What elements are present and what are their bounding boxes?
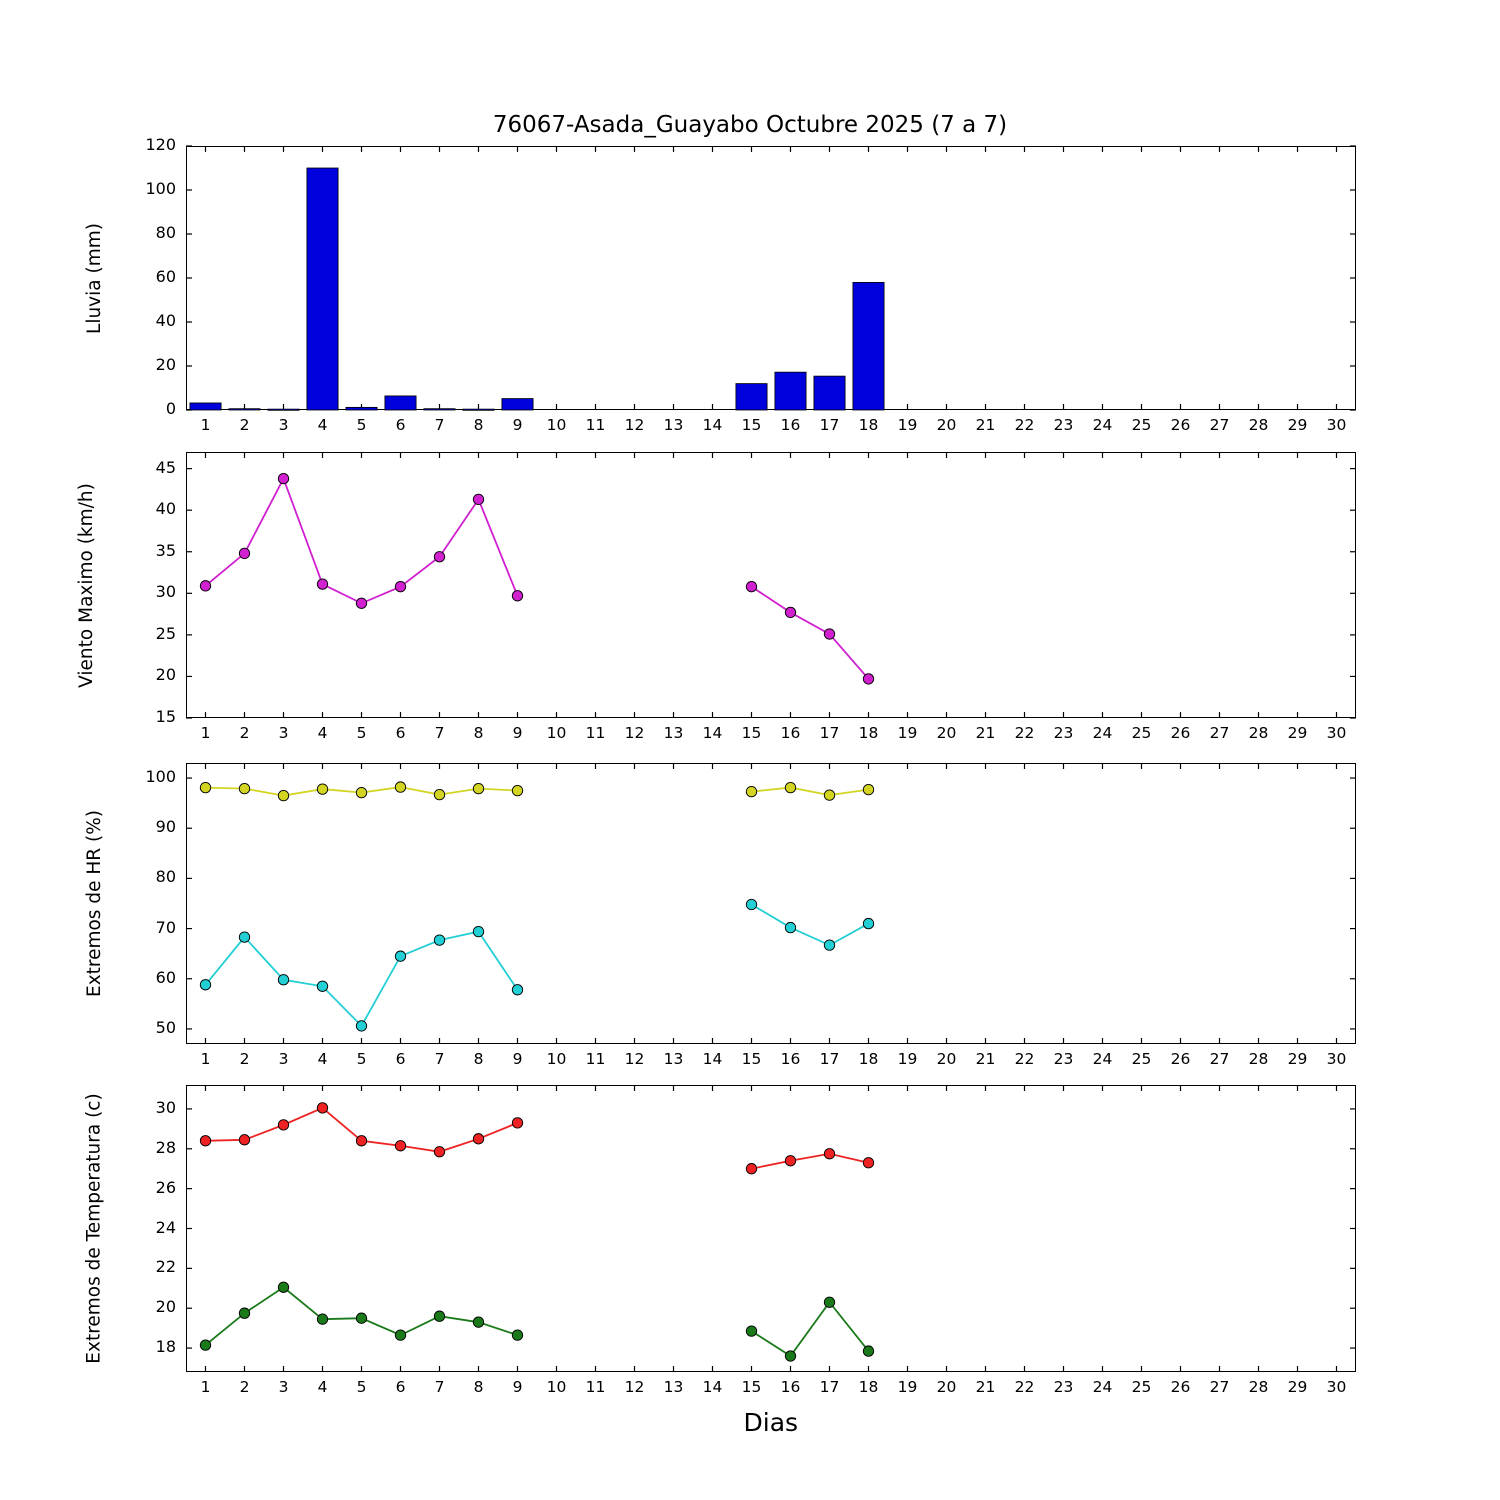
xtick-label: 29 [1287,416,1308,434]
xtick-label: 26 [1170,1050,1191,1068]
xtick-label: 22 [1014,1050,1035,1068]
xtick-label: 10 [546,416,567,434]
xtick-label: 17 [819,1050,840,1068]
data-point [200,581,210,591]
bar [424,409,455,410]
xtick-label: 12 [624,1378,645,1396]
xtick-label: 13 [663,416,684,434]
data-point [239,1135,249,1145]
data-point [200,980,210,990]
data-point [395,1141,405,1151]
xtick-label: 16 [780,416,801,434]
series-line [206,932,518,1026]
xtick-label: 14 [702,1050,723,1068]
bar [190,403,221,410]
xtick-label: 8 [473,1378,484,1396]
xtick-label: 19 [897,416,918,434]
bar [307,168,338,410]
bar [229,409,260,410]
xtick-label: 12 [624,416,645,434]
xtick-label: 8 [473,416,484,434]
xtick-label: 25 [1131,724,1152,742]
data-point [278,790,288,800]
ytick-label: 20 [155,355,176,374]
data-point [317,1314,327,1324]
xtick-label: 24 [1092,1378,1113,1396]
xtick-label: 3 [278,1050,289,1068]
data-point [356,1313,366,1323]
xtick-label: 10 [546,1378,567,1396]
data-point [863,1346,873,1356]
xtick-label: 23 [1053,724,1074,742]
xtick-label: 4 [317,1050,328,1068]
xtick-label: 25 [1131,1050,1152,1068]
xtick-label: 28 [1248,1050,1269,1068]
ylabel-lluvia: Lluvia (mm) [83,222,105,334]
xtick-label: 14 [702,416,723,434]
xtick-label: 30 [1326,416,1347,434]
data-point [746,1164,756,1174]
xtick-label: 23 [1053,416,1074,434]
ytick-label: 30 [155,1097,176,1117]
xtick-label: 16 [780,1050,801,1068]
ylabel-viento: Viento Maximo (km/h) [75,482,97,688]
ytick-label: 60 [155,967,176,987]
data-point [200,1340,210,1350]
data-point [356,598,366,608]
xtick-label: 16 [780,724,801,742]
xtick-label: 3 [278,416,289,434]
series-line [206,479,518,604]
series-line [752,1154,869,1169]
xtick-label: 24 [1092,724,1113,742]
xtick-label: 7 [434,416,445,434]
data-point [512,1118,522,1128]
ytick-label: 50 [155,1017,176,1037]
xtick-label: 22 [1014,1378,1035,1396]
xtick-label: 15 [741,1378,762,1396]
xtick-label: 2 [239,1050,250,1068]
xtick-label: 27 [1209,416,1230,434]
xtick-label: 20 [936,1378,957,1396]
data-point [824,940,834,950]
xtick-label: 9 [512,724,523,742]
xtick-label: 29 [1287,724,1308,742]
bar [385,396,416,410]
data-point [278,1282,288,1292]
data-point [824,1297,834,1307]
ytick-label: 90 [155,817,176,837]
data-point [317,1103,327,1113]
xtick-label: 23 [1053,1050,1074,1068]
xtick-label: 11 [585,1050,606,1068]
xtick-label: 5 [356,724,367,742]
xtick-label: 25 [1131,416,1152,434]
bar [775,372,806,410]
data-point [278,473,288,483]
xtick-label: 29 [1287,1050,1308,1068]
ytick-label: 30 [155,582,176,602]
data-point [824,1149,834,1159]
data-point [785,922,795,932]
xtick-label: 30 [1326,724,1347,742]
data-point [317,784,327,794]
xtick-label: 8 [473,1050,484,1068]
data-point [473,494,483,504]
ytick-label: 60 [155,267,176,286]
xtick-label: 6 [395,416,406,434]
ytick-label: 25 [155,623,176,643]
xtick-label: 11 [585,416,606,434]
xtick-label: 12 [624,724,645,742]
xtick-label: 1 [200,416,211,434]
ytick-label: 20 [155,1297,176,1317]
xtick-label: 14 [702,724,723,742]
xtick-label: 17 [819,1378,840,1396]
xtick-label: 10 [546,1050,567,1068]
xtick-label: 2 [239,724,250,742]
xtick-label: 15 [741,416,762,434]
xaxis-label-dias: Dias [743,1408,799,1437]
ytick-label: 120 [145,135,176,154]
xtick-label: 17 [819,416,840,434]
data-point [200,782,210,792]
xtick-label: 1 [200,724,211,742]
bar [463,409,494,410]
bar [853,282,884,410]
xtick-label: 30 [1326,1050,1347,1068]
xtick-label: 13 [663,724,684,742]
xtick-label: 26 [1170,1378,1191,1396]
series-line [752,788,869,796]
data-point [317,579,327,589]
series-line [752,587,869,679]
xtick-label: 24 [1092,1050,1113,1068]
data-point [356,787,366,797]
xtick-label: 29 [1287,1378,1308,1396]
xtick-label: 21 [975,1378,996,1396]
data-point [863,918,873,928]
data-point [239,548,249,558]
ytick-label: 24 [155,1217,176,1237]
xtick-label: 21 [975,1050,996,1068]
xtick-label: 11 [585,1378,606,1396]
xtick-label: 25 [1131,1378,1152,1396]
data-point [395,581,405,591]
ytick-label: 26 [155,1177,176,1197]
ytick-label: 100 [145,767,176,787]
data-point [512,785,522,795]
data-point [824,629,834,639]
xtick-label: 27 [1209,1050,1230,1068]
data-point [473,926,483,936]
data-point [278,975,288,985]
data-point [239,783,249,793]
xtick-label: 2 [239,1378,250,1396]
xtick-label: 5 [356,1378,367,1396]
ytick-label: 28 [155,1137,176,1157]
xtick-label: 21 [975,416,996,434]
xtick-label: 20 [936,1050,957,1068]
ytick-label: 20 [155,665,176,685]
data-point [746,1326,756,1336]
xtick-label: 9 [512,1050,523,1068]
xtick-label: 10 [546,724,567,742]
xtick-label: 1 [200,1050,211,1068]
xtick-label: 7 [434,724,445,742]
ytick-label: 35 [155,540,176,560]
xtick-label: 28 [1248,724,1269,742]
xtick-label: 24 [1092,416,1113,434]
xtick-label: 26 [1170,416,1191,434]
xtick-label: 19 [897,724,918,742]
data-point [746,581,756,591]
xtick-label: 13 [663,1050,684,1068]
xtick-label: 15 [741,724,762,742]
xtick-label: 22 [1014,724,1035,742]
data-point [473,783,483,793]
xtick-label: 6 [395,724,406,742]
xtick-label: 20 [936,724,957,742]
data-point [512,591,522,601]
xtick-label: 18 [858,724,879,742]
xtick-label: 28 [1248,416,1269,434]
xtick-label: 26 [1170,724,1191,742]
data-point [317,981,327,991]
ytick-label: 45 [155,457,176,477]
xtick-label: 19 [897,1050,918,1068]
data-point [239,932,249,942]
xtick-label: 27 [1209,724,1230,742]
xtick-label: 5 [356,1050,367,1068]
ytick-label: 15 [155,707,176,726]
xtick-label: 13 [663,1378,684,1396]
xtick-label: 19 [897,1378,918,1396]
data-point [395,782,405,792]
data-point [200,1136,210,1146]
xtick-label: 5 [356,416,367,434]
data-point [863,674,873,684]
xtick-label: 18 [858,1050,879,1068]
xtick-label: 3 [278,1378,289,1396]
ytick-label: 0 [165,399,176,418]
xtick-label: 18 [858,416,879,434]
bar [346,407,377,410]
xtick-label: 9 [512,416,523,434]
ytick-label: 100 [145,179,176,198]
xtick-label: 8 [473,724,484,742]
data-point [746,899,756,909]
xtick-label: 12 [624,1050,645,1068]
data-point [785,1156,795,1166]
series-line [752,905,869,946]
xtick-label: 4 [317,1378,328,1396]
data-point [512,1330,522,1340]
ytick-label: 40 [155,311,176,330]
data-point [434,789,444,799]
xtick-label: 7 [434,1378,445,1396]
xtick-label: 11 [585,724,606,742]
bar [502,399,533,410]
xtick-label: 6 [395,1050,406,1068]
data-point [824,790,834,800]
data-point [863,784,873,794]
series-line [752,1302,869,1356]
bar [736,384,767,410]
xtick-label: 4 [317,416,328,434]
data-point [239,1308,249,1318]
xtick-label: 3 [278,724,289,742]
xtick-label: 9 [512,1378,523,1396]
data-point [356,1136,366,1146]
data-point [434,1311,444,1321]
xtick-label: 28 [1248,1378,1269,1396]
xtick-label: 22 [1014,416,1035,434]
xtick-label: 15 [741,1050,762,1068]
xtick-label: 30 [1326,1378,1347,1396]
ytick-label: 40 [155,499,176,519]
figure-title: 76067-Asada_Guayabo Octubre 2025 (7 a 7) [492,112,1008,138]
data-point [434,552,444,562]
xtick-label: 6 [395,1378,406,1396]
xtick-label: 18 [858,1378,879,1396]
ylabel-hr: Extremos de HR (%) [83,810,105,997]
xtick-label: 2 [239,416,250,434]
ylabel-temperatura: Extremos de Temperatura (c) [83,1093,105,1364]
ytick-label: 18 [155,1337,176,1357]
data-point [863,1158,873,1168]
data-point [785,607,795,617]
data-point [473,1317,483,1327]
data-point [434,935,444,945]
xtick-label: 4 [317,724,328,742]
bar [268,409,299,410]
ytick-label: 70 [155,917,176,937]
data-point [473,1134,483,1144]
xtick-label: 23 [1053,1378,1074,1396]
xtick-label: 7 [434,1050,445,1068]
ytick-label: 80 [155,223,176,242]
data-point [746,786,756,796]
xtick-label: 21 [975,724,996,742]
ytick-label: 22 [155,1257,176,1277]
data-point [512,985,522,995]
data-point [785,1351,795,1361]
xtick-label: 17 [819,724,840,742]
data-point [278,1120,288,1130]
ytick-label: 80 [155,867,176,887]
bar [814,376,845,410]
data-point [785,782,795,792]
data-point [395,951,405,961]
data-point [395,1330,405,1340]
data-point [434,1147,444,1157]
xtick-label: 27 [1209,1378,1230,1396]
data-point [356,1021,366,1031]
xtick-label: 1 [200,1378,211,1396]
xtick-label: 20 [936,416,957,434]
xtick-label: 14 [702,1378,723,1396]
xtick-label: 16 [780,1378,801,1396]
